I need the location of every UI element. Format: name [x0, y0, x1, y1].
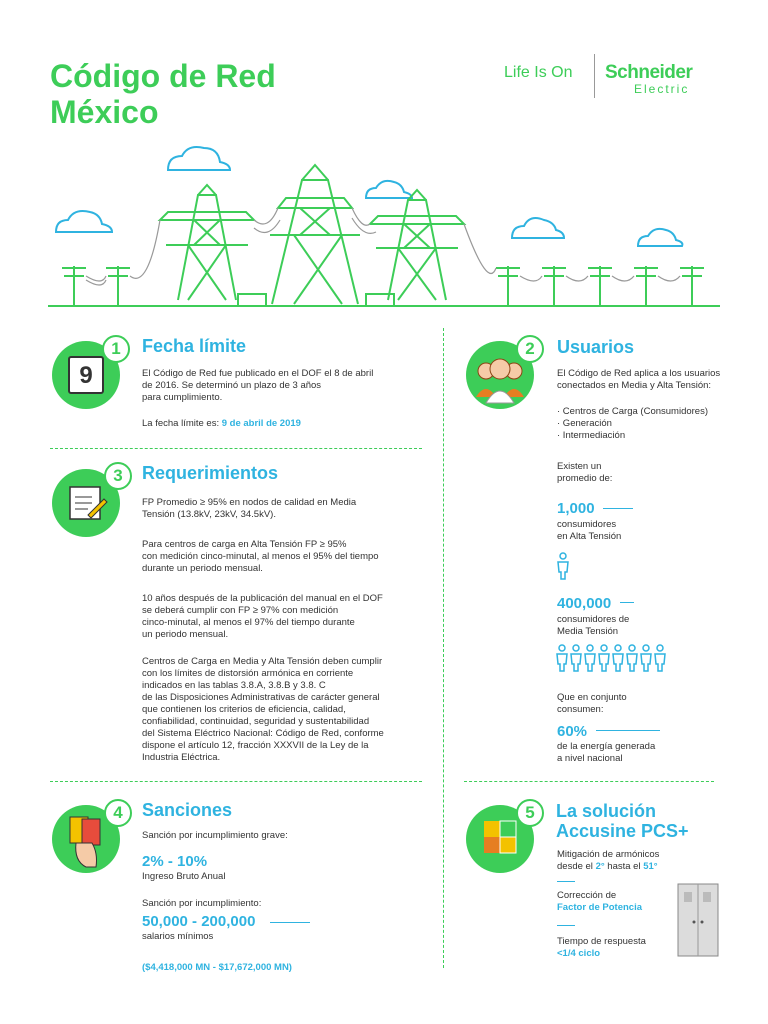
respuesta-value: <1/4 ciclo [557, 948, 601, 959]
mit-value-b: 51° [643, 861, 658, 872]
section-title-usuarios: Usuarios [557, 337, 635, 357]
deadline [142, 418, 301, 430]
section-number-2: 2 [516, 335, 544, 363]
mit-text: hasta el [604, 861, 644, 872]
page-title [50, 58, 276, 130]
section-divider [50, 781, 422, 782]
existen-line: Existen un [557, 461, 602, 472]
section-number-4: 4 [104, 799, 132, 827]
req-line: 10 años después de la publicación del manual en el DOF [142, 593, 383, 604]
req-line: con los límites de distorsión armónica en corriente [142, 668, 354, 679]
req-paragraph-1 [142, 497, 427, 521]
usuarios-intro [557, 368, 747, 392]
section-divider [464, 781, 714, 782]
section-title-requerimientos: Requerimientos [142, 463, 279, 483]
req-line: del Sistema Eléctrico Nacional: Código de Red, conforme [142, 728, 384, 739]
req-paragraph-3 [142, 593, 427, 641]
req-line: confiabilidad, continuidad, seguridad y sustentabilidad [142, 716, 370, 727]
section-number-3: 3 [104, 462, 132, 490]
usuarios-line: El Código de Red aplica a los usuarios [557, 368, 721, 379]
section-title-sanciones: Sanciones [142, 800, 233, 820]
section-divider [50, 448, 422, 449]
correccion-value: Factor de Potencia [557, 902, 642, 913]
grave-value: 2% - 10% [142, 853, 208, 870]
req-line: con medición cinco-minutal, al menos el 95% del tiempo [142, 551, 379, 562]
section-title-fecha: Fecha límite [142, 336, 247, 356]
accent-rule [603, 508, 633, 509]
pole-icon [62, 266, 130, 306]
schneider-logo-sub: Electric [634, 82, 690, 96]
tower-icon [370, 190, 464, 300]
people-icon-row [555, 644, 675, 672]
mit-value-a: 2° [595, 861, 605, 872]
person-icon [571, 645, 581, 671]
req-line: Para centros de carga en Alta Tensión FP ≥ 95% [142, 539, 347, 550]
respuesta-line: Tiempo de respuesta [557, 936, 646, 947]
accent-rule [270, 922, 310, 923]
calendar-icon [68, 356, 104, 394]
mitigacion-line: Mitigación de armónicos [557, 849, 660, 860]
stat2-line: Media Tensión [557, 626, 619, 637]
stat3-desc [557, 741, 655, 765]
req-line: Industria Eléctrica. [142, 752, 221, 763]
fecha-text [142, 368, 422, 404]
cloud-icon [56, 211, 112, 232]
section-number-5: 5 [516, 799, 544, 827]
calendar-day: 9 [79, 362, 93, 389]
person-icon [599, 645, 609, 671]
fecha-line: de 2016. Se determinó un plazo de 3 años [142, 380, 322, 391]
correccion-text [557, 890, 642, 914]
solucion-title-line: Accusine PCS+ [556, 821, 689, 841]
grave-label: Sanción por incumplimiento grave: [142, 830, 288, 841]
inc-sub: salarios mínimos [142, 931, 214, 942]
tower-icon [270, 165, 360, 304]
conjunto-line: consumen: [557, 704, 604, 715]
column-divider [443, 328, 444, 968]
usuarios-line: conectados en Media y Alta Tensión: [557, 380, 712, 391]
stat1-line: consumidores [557, 519, 617, 530]
person-icon [557, 645, 567, 671]
respuesta-text [557, 936, 646, 960]
person-icon [585, 645, 595, 671]
stat2-line: consumidores de [557, 614, 630, 625]
accent-rule [596, 730, 660, 731]
deadline-label: La fecha límite es: [142, 418, 222, 429]
person-icon [627, 645, 637, 671]
req-line: FP Promedio ≥ 95% en nodos de calidad en Media [142, 497, 357, 508]
accent-rule [557, 881, 575, 882]
existen-text [557, 461, 612, 485]
stat2-desc [557, 614, 629, 638]
inc-value: 50,000 - 200,000 [142, 913, 256, 930]
req-line: Centros de Carga en Media y Alta Tensión deben cumplir [142, 656, 383, 667]
accent-rule [620, 602, 634, 603]
logo-divider [594, 54, 595, 98]
usuarios-list-item: · Generación [557, 418, 612, 429]
stat3-line: a nivel nacional [557, 753, 623, 764]
req-line: un periodo mensual. [142, 629, 229, 640]
req-paragraph-4 [142, 656, 427, 764]
solucion-title-line: La solución [556, 801, 657, 821]
mn-value: ($4,418,000 MN - $17,672,000 MN) [142, 962, 292, 973]
cloud-icon [512, 218, 564, 238]
req-line: indicados en las tablas 3.8.A, 3.8.B y 3.8. C [142, 680, 326, 691]
req-line: Tensión (13.8kV, 23kV, 34.5kV). [142, 509, 276, 520]
stat3-value: 60% [557, 723, 588, 740]
req-line: dispone el artículo 12, fracción XXXVII de la Ley de la [142, 740, 369, 751]
schneider-logo-name: Schneider [605, 62, 693, 83]
req-line: se deberá cumplir con FP ≥ 97% con medición [142, 605, 339, 616]
stat2-value: 400,000 [557, 595, 612, 612]
stat3-line: de la energía generada [557, 741, 656, 752]
req-paragraph-2 [142, 539, 427, 575]
req-line: cinco-minutal, al menos el 97% del tiempo durante [142, 617, 355, 628]
cloud-icon [366, 181, 412, 198]
fecha-line: El Código de Red fue publicado en el DOF el 8 de abril [142, 368, 374, 379]
req-line: que contienen los criterios de eficiencia, calidad, [142, 704, 346, 715]
section-number-1: 1 [102, 335, 130, 363]
cloud-icon [638, 229, 682, 246]
mitigacion-text [557, 849, 659, 873]
usuarios-list-item: · Intermediación [557, 430, 626, 441]
req-line: durante un periodo mensual. [142, 563, 263, 574]
grave-sub: Ingreso Bruto Anual [142, 871, 226, 882]
pole-icon [496, 266, 704, 306]
conjunto-text [557, 692, 627, 716]
person-icon [555, 552, 571, 580]
correccion-line: Corrección de [557, 890, 617, 901]
req-line: de las Disposiciones Administrativas de carácter general [142, 692, 380, 703]
deadline-value: 9 de abril de 2019 [221, 418, 301, 429]
cloud-icon [168, 147, 230, 170]
inc-label: Sanción por incumplimiento: [142, 898, 262, 909]
usuarios-list [557, 406, 747, 442]
title-line-1: Código de Red [50, 58, 276, 94]
mit-text: desde el [557, 861, 596, 872]
usuarios-list-item: · Centros de Carga (Consumidores) [557, 406, 709, 417]
title-line-2: México [50, 94, 159, 130]
person-icon [655, 645, 665, 671]
person-icon [641, 645, 651, 671]
fecha-line: para cumplimiento. [142, 392, 223, 403]
stat1-line: en Alta Tensión [557, 531, 622, 542]
tower-icon [160, 185, 254, 300]
accusine-cabinet-image [676, 882, 720, 958]
existen-line: promedio de: [557, 473, 613, 484]
life-is-on-tagline: Life Is On [504, 64, 573, 81]
section-title-solucion [556, 801, 689, 841]
mitigacion-line [557, 861, 659, 873]
conjunto-line: Que en conjunto [557, 692, 627, 703]
stat1-value: 1,000 [557, 500, 595, 517]
power-lines-illustration [48, 140, 720, 312]
accent-rule [557, 925, 575, 926]
stat1-desc [557, 519, 621, 543]
person-icon [613, 645, 623, 671]
